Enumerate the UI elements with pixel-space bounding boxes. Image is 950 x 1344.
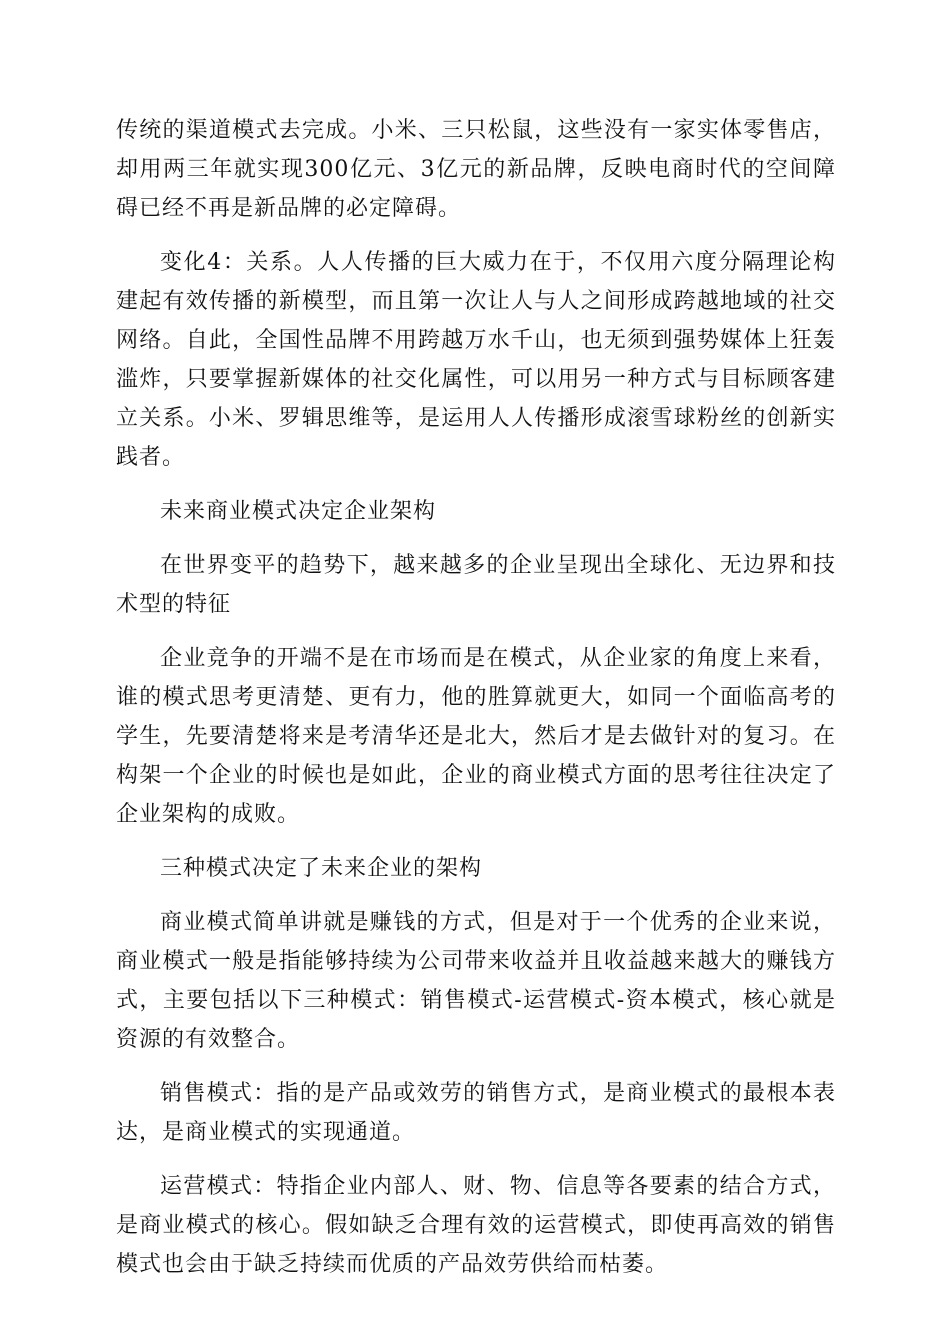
paragraph: 传统的渠道模式去完成。小米、三只松鼠，这些没有一家实体零售店，却用两三年就实现300亿元、3亿元的新品牌，反映电商时代的空间障碍已经不再是新品牌的必定障碍。	[116, 118, 836, 221]
section-heading: 未来商业模式决定企业架构	[160, 499, 437, 524]
paragraph: 销售模式：指的是产品或效劳的销售方式，是商业模式的最根本表达，是商业模式的实现通道。	[116, 1081, 836, 1145]
paragraph: 变化4：关系。人人传播的巨大威力在于，不仅用六度分隔理论构建起有效传播的新模型，而且第一次让人与人之间形成跨越地域的社交网络。自此，全国性品牌不用跨越万水千山，也无须到强势媒体上狂轰滥炸，只要掌握新媒体的社交化属性，可以用另一种方式与目标顾客建立关系。小米、罗辑思维等，是运用人人传播形成滚雪球粉丝的创新实践者。	[116, 250, 836, 470]
document-page	[116, 111, 836, 1299]
section-heading: 三种模式决定了未来企业的架构	[160, 856, 483, 881]
paragraph: 在世界变平的趋势下，越来越多的企业呈现出全球化、无边界和技术型的特征	[116, 553, 836, 617]
paragraph: 运营模式：特指企业内部人、财、物、信息等各要素的结合方式，是商业模式的核心。假如缺乏合理有效的运营模式，即使再高效的销售模式也会由于缺乏持续而优质的产品效劳供给而枯萎。	[116, 1174, 836, 1277]
paragraph: 商业模式简单讲就是赚钱的方式，但是对于一个优秀的企业来说，商业模式一般是指能够持续为公司带来收益并且收益越来越大的赚钱方式，主要包括以下三种模式：销售模式-运营模式-资本模式，核心就是资源的有效整合。	[116, 910, 836, 1052]
paragraph: 企业竞争的开端不是在市场而是在模式，从企业家的角度上来看，谁的模式思考更清楚、更有力，他的胜算就更大，如同一个面临高考的学生，先要清楚将来是考清华还是北大，然后才是去做针对的复习。在构架一个企业的时候也是如此，企业的商业模式方面的思考往往决定了企业架构的成败。	[116, 646, 836, 827]
